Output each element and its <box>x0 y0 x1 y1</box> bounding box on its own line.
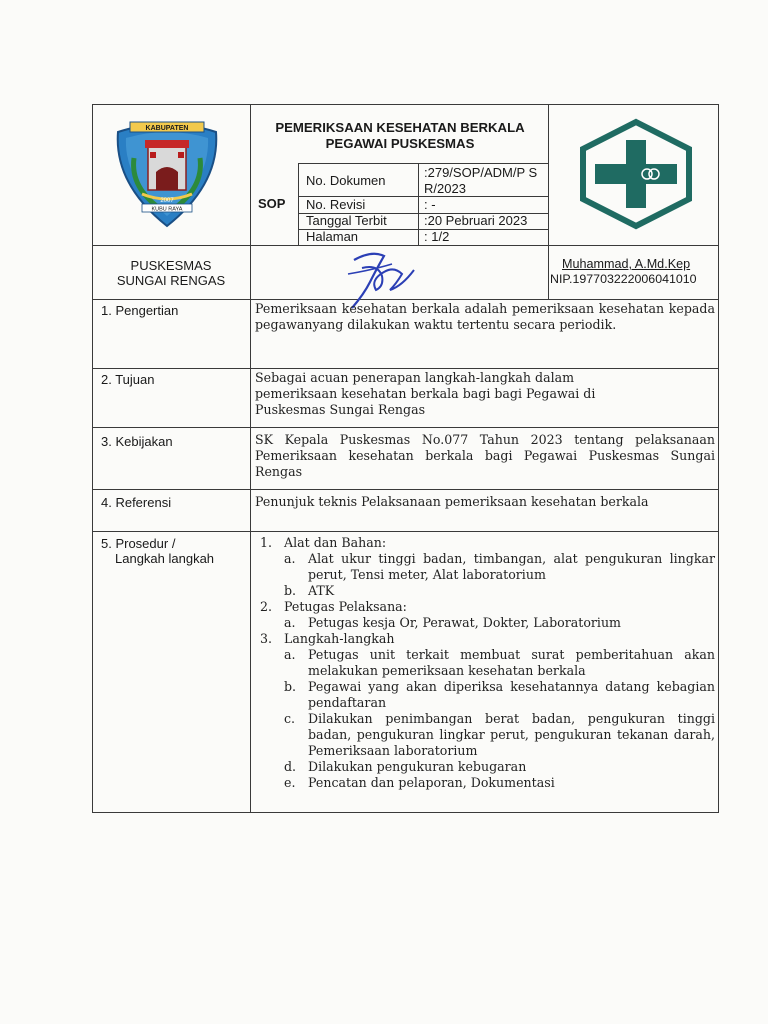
substep-letter: e. <box>284 775 296 790</box>
substep-letter: a. <box>284 615 296 630</box>
title-bottom-line <box>298 163 548 164</box>
field-value-halaman: : 1/2 <box>424 229 450 244</box>
substep-text: Dilakukan pengukuran kebugaran <box>308 759 527 774</box>
step-title: Petugas Pelaksana: <box>284 599 407 614</box>
org-name-line-1: PUSKESMAS <box>130 258 212 273</box>
row-divider-2 <box>92 368 719 369</box>
substep-text: ATK <box>308 583 335 598</box>
field-value-no-dokumen: :279/SOP/ADM/P SR/2023 <box>424 165 538 196</box>
substep-letter: d. <box>284 759 297 774</box>
sop-label: SOP <box>258 196 286 211</box>
crest-bottom-text: KUBU RAYA <box>151 206 183 213</box>
row-divider-3 <box>92 427 719 428</box>
substep-text: Petugas kesja Or, Perawat, Dokter, Laboratorium <box>308 615 621 630</box>
field-label-tanggal-terbit: Tanggal Terbit <box>306 213 387 228</box>
substep-letter: b. <box>284 679 297 694</box>
step-title: Langkah-langkah <box>284 631 395 646</box>
section-text-tujuan: Sebagai acuan penerapan langkah-langkah dalam pemeriksaan kesehatan berkala bagi bagi Pegawai di Puskesmas Sungai Rengas <box>255 370 596 417</box>
crest-year-text: 2007 <box>160 198 174 204</box>
substep-letter: a. <box>284 647 296 662</box>
header-right-divider <box>548 104 549 245</box>
field-label-no-revisi: No. Revisi <box>306 197 366 212</box>
table-border-right <box>718 104 719 813</box>
procedure-substep <box>284 551 715 583</box>
substep-text: Pegawai yang akan diperiksa kesehatannya datang kebagian pendaftaran <box>308 679 715 710</box>
row-divider-5 <box>92 531 719 532</box>
substep-text: Alat ukur tinggi badan, timbangan, alat pengukuran lingkar perut, Tensi meter, Alat laboratorium <box>308 551 715 582</box>
substep-letter: c. <box>284 711 296 726</box>
substep-letter: b. <box>284 583 297 598</box>
procedure-step <box>260 599 715 615</box>
procedure-step <box>260 535 715 551</box>
field-value-no-revisi: : - <box>424 197 436 212</box>
step-title: Alat dan Bahan: <box>284 535 387 550</box>
document-title: PEMERIKSAAN KESEHATAN BERKALA PEGAWAI PUSKESMAS <box>275 120 525 151</box>
procedure-substep <box>284 615 715 631</box>
section-text-referensi: Penunjuk teknis Pelaksanaan pemeriksaan kesehatan berkala <box>255 494 649 509</box>
procedure-substep <box>284 647 715 679</box>
table-border-bottom <box>92 812 719 813</box>
procedure-substep <box>284 775 715 791</box>
signer-nip: NIP.197703222006041010 <box>550 272 697 286</box>
section-label-prosedur-line-2: Langkah langkah <box>115 551 215 566</box>
field-value-tanggal-terbit: :20 Pebruari 2023 <box>424 213 528 228</box>
field-label-halaman: Halaman <box>306 229 359 244</box>
header-bottom-right-divider <box>548 245 549 299</box>
puskesmas-logo-icon <box>577 118 695 230</box>
section-text-kebijakan: SK Kepala Puskesmas No.077 Tahun 2023 tentang pelaksanaan Pemeriksaan kesehatan berkala bagi Pegawai Puskesmas Sungai Rengas <box>255 432 715 479</box>
signer-name: Muhammad, A.Md.Kep <box>562 257 691 271</box>
step-number: 1. <box>260 535 273 550</box>
substep-letter: a. <box>284 551 296 566</box>
substep-text: Petugas unit terkait membuat surat pemberitahuan akan melakukan pemeriksaan kesehatan berkala <box>308 647 715 678</box>
substep-text: Dilakukan penimbangan berat badan, pengukuran tinggi badan, pengukuran lingkar perut, pengukuran tekanan darah, Pemeriksaan laboratorium <box>308 711 715 758</box>
field-divider <box>418 163 419 245</box>
step-number: 2. <box>260 599 273 614</box>
procedure-substep <box>284 759 715 775</box>
sop-divider <box>298 163 299 245</box>
label-column-divider <box>250 104 251 813</box>
row-divider-4 <box>92 489 719 490</box>
substep-text: Pencatan dan pelaporan, Dokumentasi <box>308 775 555 790</box>
section-label-prosedur-line-1: 5. Prosedur / <box>101 536 176 551</box>
section-label-tujuan: 2. Tujuan <box>101 372 155 387</box>
section-label-pengertian: 1. Pengertian <box>101 303 179 318</box>
field-label-no-dokumen: No. Dokumen <box>306 173 386 188</box>
procedure-substep <box>284 711 715 759</box>
table-border-top <box>92 104 719 105</box>
step-number: 3. <box>260 631 273 646</box>
procedure-substep <box>284 679 715 711</box>
section-text-pengertian: Pemeriksaan kesehatan berkala adalah pemeriksaan kesehatan kepada pegawanyang dilakukan waktu tertentu secara periodik. <box>255 301 715 332</box>
procedure-substep <box>284 583 715 599</box>
section-label-referensi: 4. Referensi <box>101 495 172 510</box>
crest-top-text: KABUPATEN <box>145 125 189 132</box>
kabupaten-crest-icon <box>112 118 222 230</box>
procedure-step <box>260 631 715 647</box>
section-label-kebijakan: 3. Kebijakan <box>101 434 173 449</box>
org-name-line-2: SUNGAI RENGAS <box>116 273 226 288</box>
table-border-left <box>92 104 93 813</box>
procedure-list <box>260 535 715 791</box>
